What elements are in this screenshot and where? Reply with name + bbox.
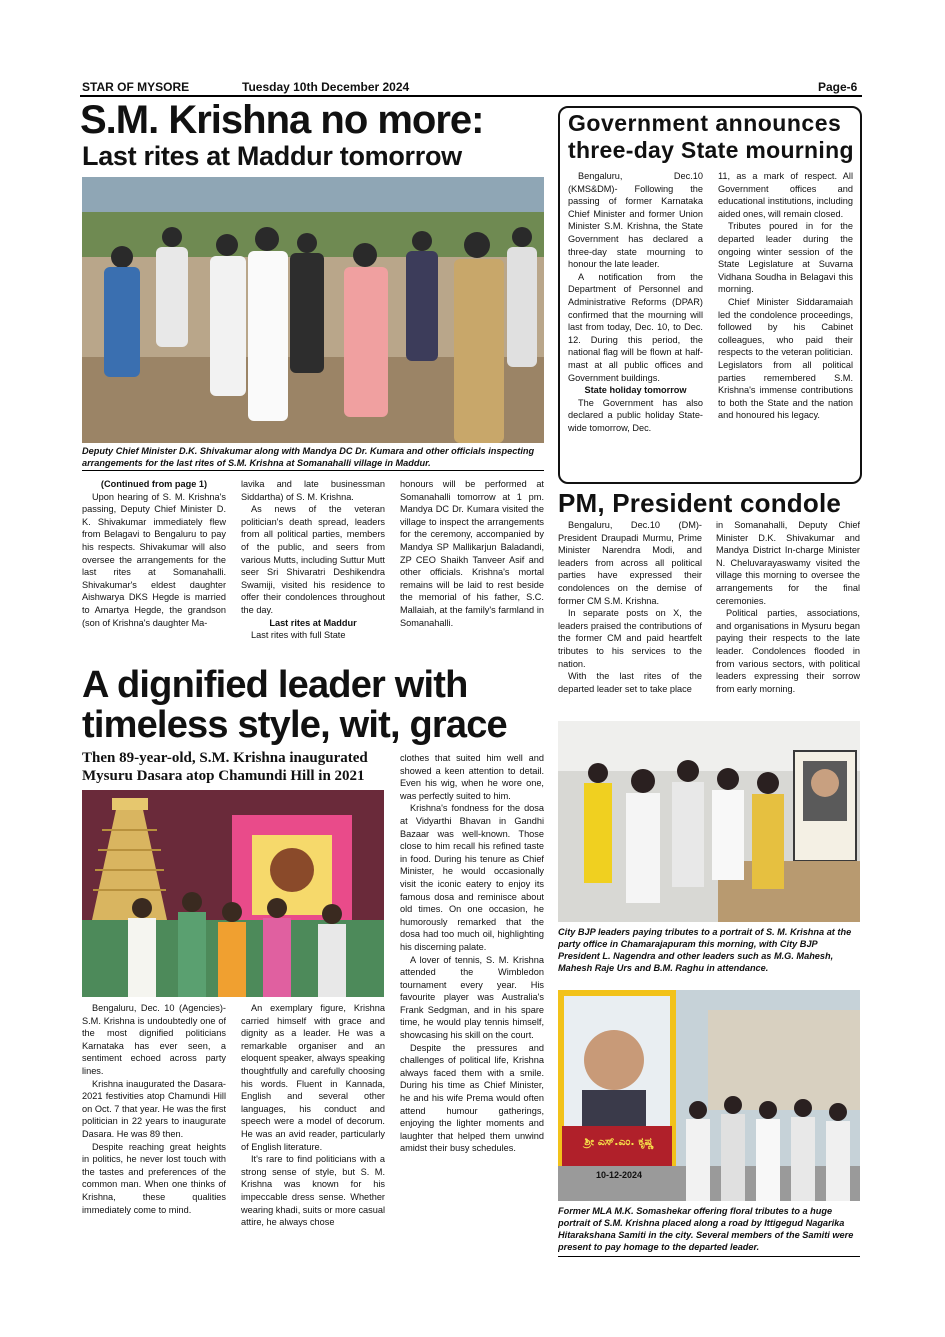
pm-col2-paragraph-a: in Somanahalli, Deputy Chief Minister D.K. Shivakumar and Mandya District In-charge Minister N. Cheluvarayaswamy visited the village this morning to oversee the arrangements for the final ceremonies. <box>716 520 860 606</box>
lead-subhead: Last rites at Maddur <box>269 617 357 628</box>
lead-caption-rule <box>82 470 544 471</box>
dignified-column-3 <box>400 752 544 1262</box>
lead-column-1 <box>82 478 226 660</box>
pm-col2-paragraph-b: Political parties, associations, and organisations in Mysuru began paying their respects to the late leader. Condolences flooded in from various sectors, with political leaders expressing their sorrow from early morning. <box>716 608 860 694</box>
dignified-col2-paragraph-a: An exemplary figure, Krishna carried himself with grace and dignity as a leader. He was a remarkable organiser and an eloquent speaker, always speaking thoughtfully and carefully choosing his words. Fluent in Kannada, English and several other languages, his conduct and speech were a model of decorum. He was an avid reader, particularly of English literature. <box>241 1003 385 1152</box>
dignified-col3-paragraph-c: A lover of tennis, S. M. Krishna attended the Wimbledon tournament every year. His favourite player was Australia's Frank Sedgman, and in his spare time, he would play tennis himself, showcasing his skill on the court. <box>400 954 544 1041</box>
continued-note: (Continued from page 1) <box>100 479 208 489</box>
lead-col3-paragraph: honours will be performed at Somanahalli tomorrow at 1 pm. Mandya DC Dr. Kumara visited the village to inspect the arrangements for the ceremony, accompanied by Mandya SP Mallikarjun Baladandi, ZP CEO Shaikh Tanveer Asif and other officials. Krishna's mortal remains will be laid to rest beside the memorial of his father, S.C. Mallaiah, at the family's farmland in Somanahalli. <box>400 479 544 628</box>
dignified-deck: Then 89-year-old, S.M. Krishna inaugurated Mysuru Dasara atop Chamundi Hill in 2021 <box>82 750 368 784</box>
bjp-caption: City BJP leaders paying tributes to a portrait of S. M. Krishna at the party office in Chamarajapuram this morning, with City BJP President L. Nagendra and other leaders such as M.G. Mahesh, Mahesh Raje Urs and B.M. Raghu in attendance. <box>558 927 852 973</box>
dignified-col1-paragraph-b: Krishna inaugurated the Dasara-2021 festivities atop Chamundi Hill on Oct. 7 that year. He was the first politician in 22 years to inaugurate Dasara. He was 89 then. <box>82 1078 226 1139</box>
dignified-headline-1: A dignified leader with <box>82 664 468 706</box>
masthead-page: Page-6 <box>818 80 858 94</box>
mourning-headline-2: three-day State mourning <box>568 137 854 163</box>
mourning-col1-paragraph-b: A notification from the Department of Personnel and Administrative Reforms (DPAR) confirmed that the mourning will last from today, Dec. 10, to Dec. 12. During this period, the national flag will be flown at half-mast at all public offices and Government buildings. <box>568 271 703 383</box>
lead-photo <box>82 177 544 443</box>
mourning-col2-paragraph-c: Chief Minister Siddaramaiah led the condolence proceedings, followed by his Cabinet colleagues, who paid their respects to the veteran politician. Legislators from all political parties remembered S.M. Krishna's immense contributions to both the State and the nation and honoured his legacy. <box>718 296 853 421</box>
masthead-rule <box>80 95 862 97</box>
lead-caption: Deputy Chief Minister D.K. Shivakumar along with Mandya DC Dr. Kumara and other officials inspecting arrangements for the last rites of S.M. Krishna at Somanahalli village in Maddur. <box>82 446 535 468</box>
dignified-col3-paragraph-d: Despite the pressures and challenges of political life, Krishna always faced them with a smile. During his time as Chief Minister, he and his wife Prema would often attend humour gatherings, enjoying the lighter moments and laughter that helped them unwind amidst their busy schedules. <box>400 1042 544 1154</box>
mourning-col1-paragraph-a: Bengaluru, Dec.10 (KMS&DM)- Following the passing of former Karnataka Chief Minister and former Union Minister S.M. Krishna, the State Government has declared a three-day state mourning to honour the late leader. <box>568 171 703 270</box>
pm-column-2 <box>716 519 860 715</box>
pm-col1-paragraph-b: In separate posts on X, the leaders praised the contributions of the former CM and paid heartfelt tributes to his services to the nation. <box>558 608 702 669</box>
dasara-photo <box>82 790 384 997</box>
mourning-col2-paragraph-b: Tributes poured in for the departed leader during the ongoing winter session of the State Legislature at Suvarna Vidhana Soudha in Belagavi this morning. <box>718 221 853 295</box>
masthead-paper: STAR OF MYSORE <box>82 80 190 94</box>
dignified-headline-2: timeless style, wit, grace <box>82 704 507 746</box>
mourning-headline-1: Government announces <box>568 110 842 136</box>
mourning-subhead: State holiday tomorrow <box>584 385 687 396</box>
dignified-col1-paragraph-c: Despite reaching great heights in politics, he never lost touch with the tastes and preferences of the common man. When one thinks of Krishna, these qualities immediately come to mind. <box>82 1141 226 1215</box>
pm-col1-paragraph-c: With the last rites of the departed leader set to take place <box>558 671 702 694</box>
mla-banner-text: ಶ್ರೀ ಎಸ್.ಎಂ. ಕೃಷ್ಣ <box>584 1135 654 1148</box>
lead-col2-paragraph-b: As news of the veteran politician's death spread, leaders from all political parties, members of the public, and seers from various Mutts, including Suttur Mutt seer Sri Shivaratri Deshikendra Swamiji, visited his residence to offer their condolences throughout the day. <box>241 504 385 615</box>
bjp-photo <box>558 721 860 922</box>
lead-col2-paragraph-c: Last rites with full State <box>251 630 346 641</box>
mla-photo <box>558 990 860 1201</box>
mla-banner-date: 10-12-2024 <box>595 1170 643 1180</box>
pm-col1-paragraph-a: Bengaluru, Dec.10 (DM)- President Draupadi Murmu, Prime Minister Narendra Modi, and leaders from across all political parties have expressed their condolences on the demise of former CM S.M. Krishna. <box>558 520 702 606</box>
dignified-col3-paragraph-b: Krishna's fondness for the dosa at Vidyarthi Bhavan in Gandhi Bazaar was well-known. Those close to him recall his refined taste in food. During his tenure as Chief Minister, he would occasionally visit the iconic eatery to enjoy its famous dosa and reminisce about old times. On one occasion, he humorously remarked that the dosa had too much oil, highlighting his discerning palate. <box>400 803 544 952</box>
mla-caption: Former MLA M.K. Somashekar offering floral tributes to a huge portrait of S.M. Krishna placed along a road by Ittigegud Nagarika Hitarakshana Samiti in the city. Several members of the Samiti were present to pay homage to the departed leader. <box>558 1206 854 1252</box>
lead-headline-2: Last rites at Maddur tomorrow <box>82 141 462 171</box>
pm-headline: PM, President condole <box>558 488 842 518</box>
mla-caption-rule <box>558 1256 860 1257</box>
mourning-column-1 <box>568 170 703 476</box>
mourning-col2-paragraph-a: 11, as a mark of respect. All Government offices and educational institutions, including aided ones, will remain closed. <box>718 171 853 219</box>
lead-column-2 <box>241 478 385 660</box>
mourning-column-2 <box>718 170 853 476</box>
mourning-col1-paragraph-c: The Government has also declared a public holiday State-wide tomorrow, Dec. <box>568 397 703 433</box>
lead-headline-1: S.M. Krishna no more: <box>80 98 484 142</box>
pm-column-1 <box>558 519 702 715</box>
masthead-date: Tuesday 10th December 2024 <box>242 80 410 94</box>
dignified-column-1 <box>82 1002 226 1262</box>
dignified-col3-paragraph-a: clothes that suited him well and showed a keen attention to detail. Even his wig, when he wore one, was perfectly suited to him. <box>400 753 544 801</box>
dignified-column-2 <box>241 1002 385 1262</box>
dignified-col1-paragraph-a: Bengaluru, Dec. 10 (Agencies)- S.M. Krishna is undoubtedly one of the most dignified politicians Karnataka has ever seen, a sentiment echoed across party lines. <box>82 1003 226 1076</box>
dignified-col2-paragraph-b: It's rare to find politicians with a strong sense of style, but S. M. Krishna was known for his impeccable dress sense. Whether wearing khadi, suits or more casual attire, he always chose <box>241 1154 385 1228</box>
lead-col2-paragraph-a: lavika and late businessman Siddartha) of S. M. Krishna. <box>241 479 385 502</box>
lead-col1-paragraph: Upon hearing of S. M. Krishna's passing, Deputy Chief Minister D. K. Shivakumar immediately flew from Belagavi to Bengaluru to pay his respects. Shivakumar will also oversee the arrangements for the last rites at Somanahalli. Shivakumar's eldest daughter Aishwarya DKS Hegde is married to Amartya Hegde, the grandson (son of Krishna's daughter Ma- <box>82 491 226 628</box>
lead-column-3 <box>400 478 544 660</box>
